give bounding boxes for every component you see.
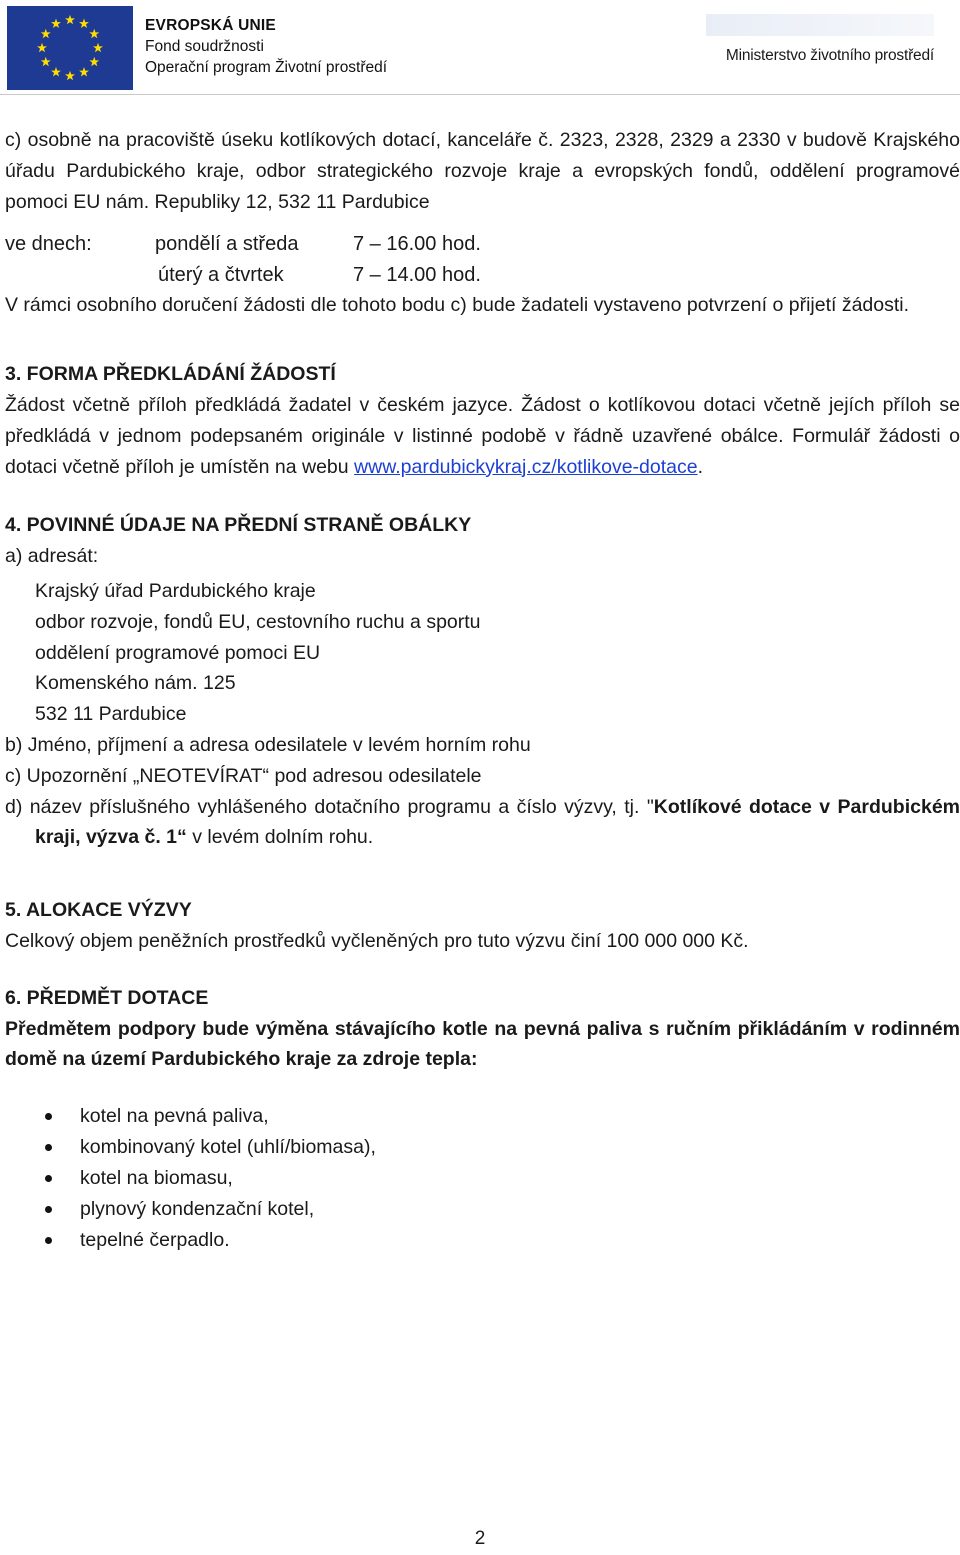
address-line: oddělení programové pomoci EU — [35, 641, 321, 664]
bullet-icon — [45, 1113, 52, 1120]
page-header — [0, 0, 960, 96]
kotlikove-dotace-link[interactable]: www.pardubickykraj.cz/kotlikove-dotace — [354, 455, 698, 478]
list-item: plynový kondenzační kotel, — [5, 1194, 960, 1225]
program-name-bold: Kotlíkové dotace v Pardubickém kraji, výzva č. 1 — [35, 795, 960, 849]
office-hours-row — [5, 229, 960, 260]
section-4-heading: 4. POVINNÉ ÚDAJE NA PŘEDNÍ STRANĚ OBÁLKY — [5, 514, 472, 537]
hours-time: 7 – 16.00 hod. — [353, 233, 481, 256]
address-line: odbor rozvoje, fondů EU, cestovního ruchu a sportu — [35, 610, 481, 633]
hours-day: pondělí a středa — [155, 233, 299, 256]
list-item: kotel na pevná paliva, — [5, 1101, 960, 1132]
hours-time: 7 – 14.00 hod. — [353, 263, 481, 286]
section-3-heading: 3. FORMA PŘEDKLÁDÁNÍ ŽÁDOSTÍ — [5, 363, 336, 386]
list-item: kombinovaný kotel (uhlí/biomasa), — [5, 1132, 960, 1163]
receipt-note: V rámci osobního doručení žádosti dle tohoto bodu c) bude žadateli vystaveno potvrzení o přijetí žádosti. — [5, 294, 910, 317]
list-item: tepelné čerpadlo. — [5, 1225, 960, 1256]
heat-source-list — [5, 1101, 960, 1256]
address-line: Krajský úřad Pardubického kraje — [35, 579, 316, 602]
section-5-heading: 5. ALOKACE VÝZVY — [5, 899, 192, 922]
section-3-text: Žádost včetně příloh předkládá žadatel v českém jazyce. Žádost o kotlíkovou dotaci včetně jejích příloh se předkládá v jednom podepsaném originále v listinné podobě v řádně uzavřené obálce. Formulář žádosti o dotaci včetně příloh je umístěn na webu www.pardubickykraj.cz/kotlikove-dotace. — [5, 393, 960, 478]
bullet-icon — [45, 1144, 52, 1151]
office-hours — [5, 229, 960, 290]
ministry-logo-bar — [706, 14, 934, 36]
program-name: Operační program Životní prostředí — [145, 59, 388, 76]
ministry-name: Ministerstvo životního prostředí — [725, 47, 934, 64]
bullet-icon — [45, 1237, 52, 1244]
section-6-heading: 6. PŘEDMĚT DOTACE — [5, 986, 209, 1009]
section-5-text: Celkový objem peněžních prostředků vyčleněných pro tuto výzvu činí 100 000 000 Kč. — [5, 929, 749, 952]
addressee-label: a) adresát: — [5, 545, 99, 568]
page-number: 2 — [474, 1528, 486, 1549]
ministry-logo — [706, 14, 934, 65]
requirement-d: d) název příslušného vyhlášeného dotačního programu a číslo výzvy, tj. "Kotlíkové dotace v Pardubickém kraji, výzva č. 1“ v levém dolním rohu. — [5, 795, 960, 849]
list-item: kotel na biomasu, — [5, 1163, 960, 1194]
eu-program-text — [145, 15, 387, 78]
delivery-option-c: c) osobně na pracoviště úseku kotlíkových dotací, kanceláře č. 2323, 2328, 2329 a 2330 v budově Krajského úřadu Pardubického kraje, odbor strategického rozvoje kraje a evropských fondů, oddělení programové pomoci EU nám. Republiky 12, 532 11 Pardubice — [5, 129, 960, 213]
addressee-block — [5, 576, 960, 730]
requirement-c: c) Upozornění „NEOTEVÍRAT“ pod adresou odesilatele — [5, 764, 482, 787]
eu-title: EVROPSKÁ UNIE — [145, 17, 276, 34]
address-line: Komenského nám. 125 — [35, 672, 236, 695]
hours-day: úterý a čtvrtek — [158, 263, 284, 286]
section-3-body: Žádost včetně příloh předkládá žadatel v českém jazyce. Žádost o kotlíkovou dotaci včetně jejích příloh se předkládá v jednom podepsaném originále v listinné podobě v řádně uzavřené obálce. Formulář žádosti o dotaci včetně příloh je umístěn na webu — [5, 393, 960, 478]
fund-name: Fond soudržnosti — [145, 38, 264, 55]
document-body — [5, 125, 960, 1256]
address-line: 532 11 Pardubice — [35, 703, 187, 726]
requirement-b: b) Jméno, příjmení a adresa odesilatele v levém horním rohu — [5, 733, 531, 756]
bullet-icon — [45, 1175, 52, 1182]
hours-label: ve dnech: — [5, 233, 92, 256]
eu-flag-logo — [7, 6, 133, 90]
bullet-icon — [45, 1206, 52, 1213]
section-6-intro: Předmětem podpory bude výměna stávajícího kotle na pevná paliva s ručním přikládáním v rodinném domě na území Pardubického kraje za zdroje tepla: — [5, 1017, 960, 1071]
office-hours-row — [5, 260, 960, 291]
header-divider — [0, 94, 960, 95]
